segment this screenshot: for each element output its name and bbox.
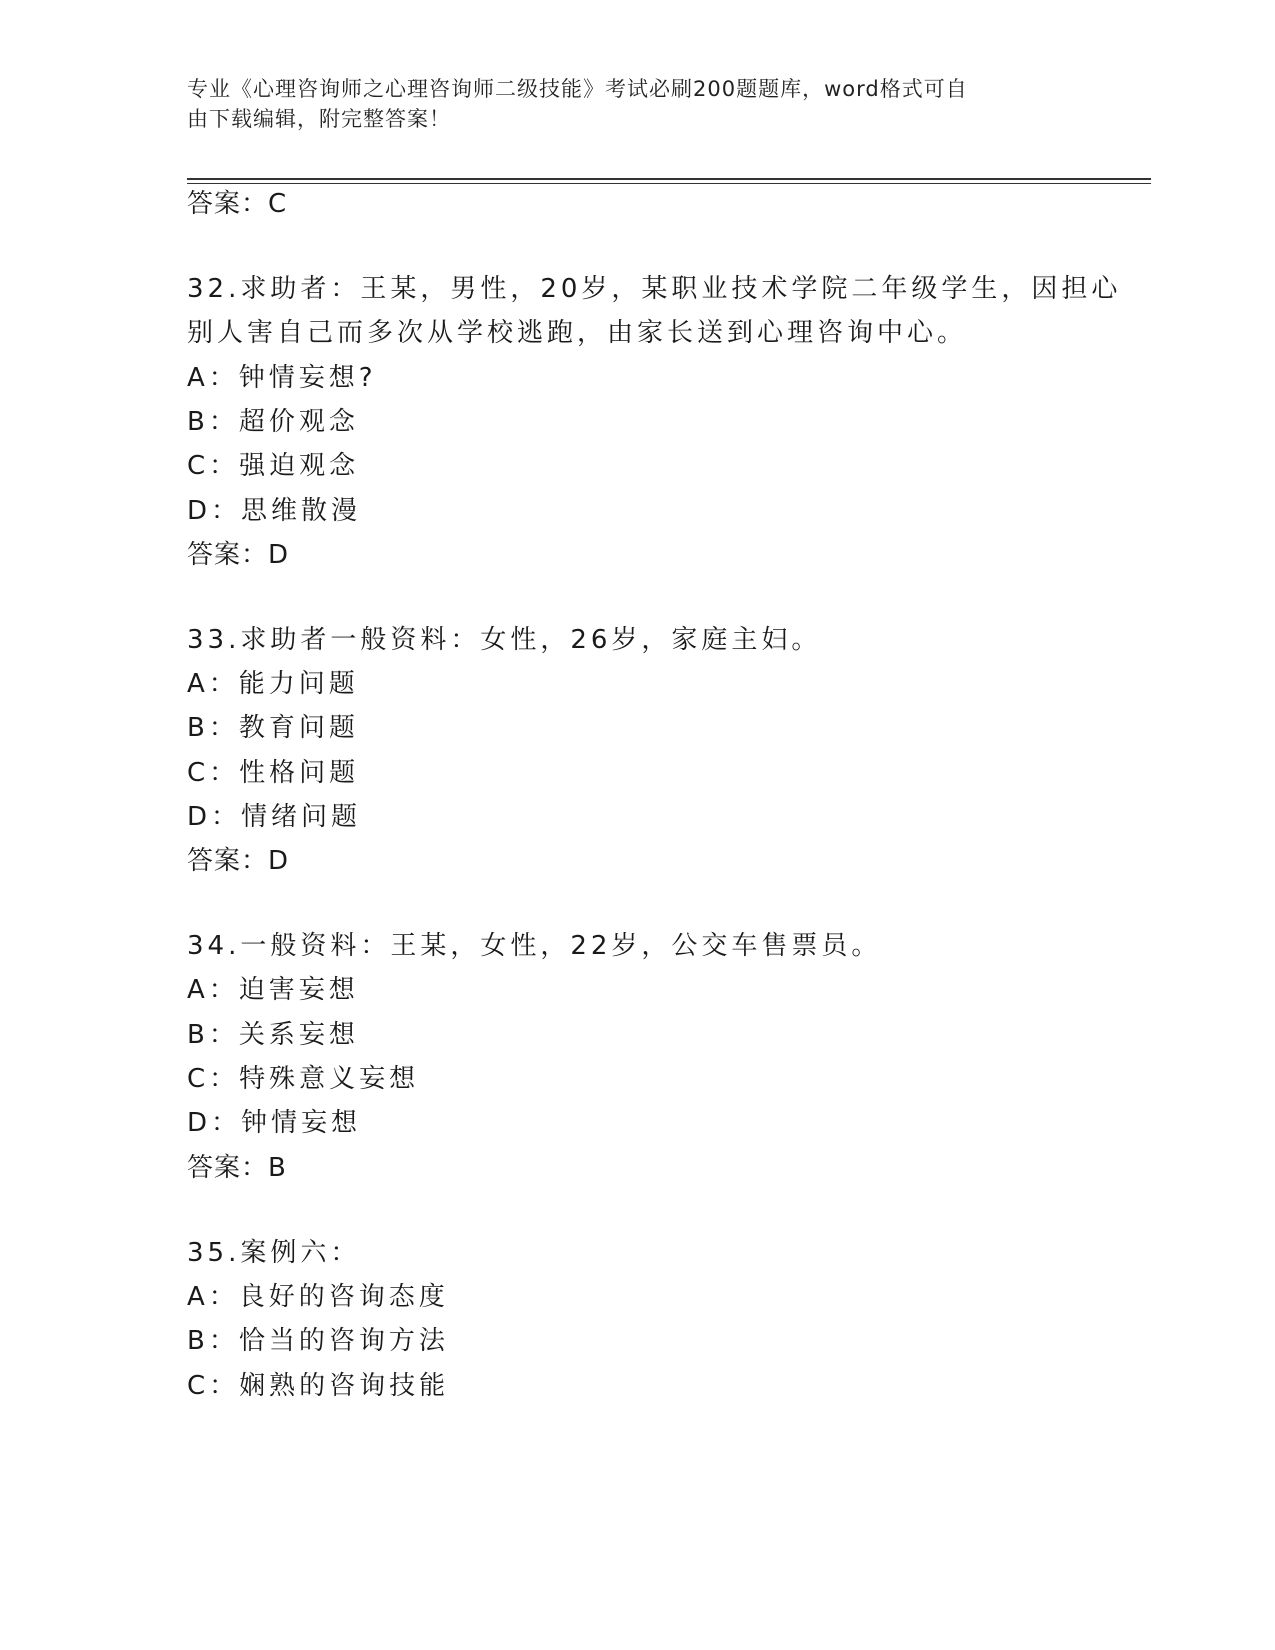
question-34-option-c: C：特殊意义妄想 <box>187 1064 420 1094</box>
question-32-option-d: D：思维散漫 <box>187 496 362 526</box>
header-divider-thin <box>187 183 1151 184</box>
question-32-stem-line-1: 32.求助者：王某，男性，20岁，某职业技术学院二年级学生，因担心 <box>187 274 1122 304</box>
document-header <box>187 74 1067 134</box>
question-33-option-d: D：情绪问题 <box>187 802 362 832</box>
question-34-stem: 34.一般资料：王某，女性，22岁，公交车售票员。 <box>187 931 882 961</box>
question-34-answer: 答案：B <box>187 1153 287 1183</box>
question-32-answer: 答案：D <box>187 540 290 570</box>
question-33-option-b: B：教育问题 <box>187 713 359 743</box>
question-32-option-a: A：钟情妄想? <box>187 363 377 393</box>
question-32-option-c: C：强迫观念 <box>187 451 360 481</box>
question-33-option-c: C：性格问题 <box>187 758 360 788</box>
question-33-answer: 答案：D <box>187 846 290 876</box>
previous-answer: 答案：C <box>187 189 288 219</box>
question-32-stem-line-2: 别人害自己而多次从学校逃跑，由家长送到心理咨询中心。 <box>187 318 968 348</box>
question-35-option-a: A：良好的咨询态度 <box>187 1282 449 1312</box>
question-33-option-a: A：能力问题 <box>187 669 359 699</box>
question-34-option-b: B：关系妄想 <box>187 1020 359 1050</box>
question-35-option-b: B：恰当的咨询方法 <box>187 1326 449 1356</box>
header-divider-thick <box>187 178 1151 180</box>
question-34-option-a: A：迫害妄想 <box>187 975 359 1005</box>
question-32-option-b: B：超价观念 <box>187 407 359 437</box>
question-33-stem: 33.求助者一般资料：女性，26岁，家庭主妇。 <box>187 625 822 655</box>
header-line-2: 由下载编辑，附完整答案！ <box>187 107 451 131</box>
header-line-1: 专业《心理咨询师之心理咨询师二级技能》考试必刷200题题库，word格式可自 <box>187 77 968 101</box>
question-35-option-c: C：娴熟的咨询技能 <box>187 1371 450 1401</box>
question-35-stem: 35.案例六： <box>187 1238 361 1268</box>
question-34-option-d: D：钟情妄想 <box>187 1108 362 1138</box>
